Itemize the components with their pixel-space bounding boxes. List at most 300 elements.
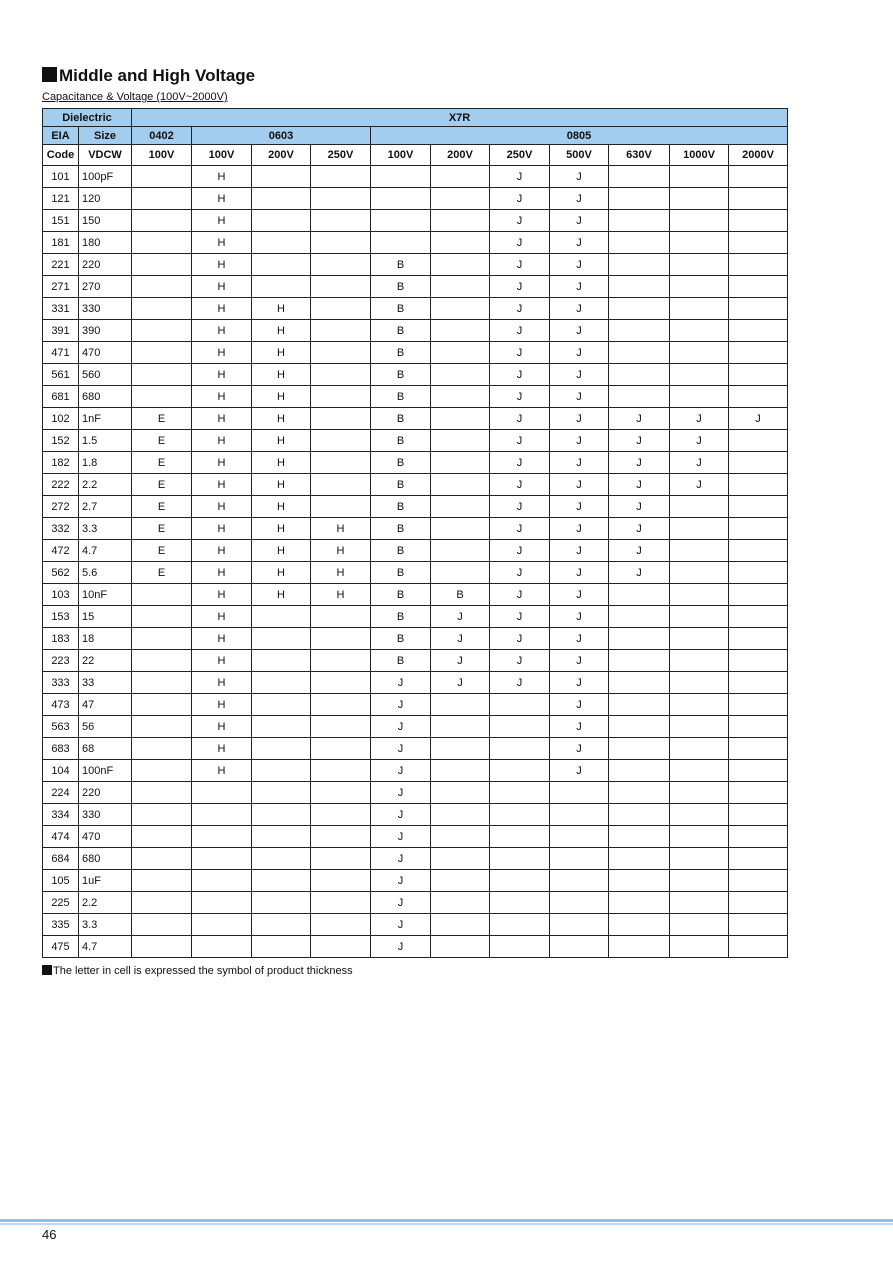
thickness-symbol-cell: J [371, 782, 431, 804]
thickness-symbol-cell: B [371, 584, 431, 606]
capacitance-value-cell: 680 [79, 386, 132, 408]
thickness-symbol-cell [609, 188, 670, 210]
table-row [43, 936, 788, 958]
thickness-symbol-cell [670, 826, 729, 848]
eia-code-cell: 105 [43, 870, 79, 892]
capacitance-value-cell: 10nF [79, 584, 132, 606]
thickness-symbol-cell [311, 914, 371, 936]
thickness-symbol-cell [252, 694, 311, 716]
thickness-symbol-cell: J [371, 870, 431, 892]
capacitance-value-cell: 470 [79, 342, 132, 364]
thickness-symbol-cell: H [192, 474, 252, 496]
thickness-symbol-cell: J [550, 188, 609, 210]
thickness-symbol-cell: J [490, 232, 550, 254]
thickness-symbol-cell [670, 166, 729, 188]
thickness-symbol-cell [431, 716, 490, 738]
thickness-symbol-cell: H [192, 254, 252, 276]
thickness-symbol-cell [670, 254, 729, 276]
thickness-symbol-cell [670, 342, 729, 364]
thickness-symbol-cell [252, 826, 311, 848]
thickness-symbol-cell [252, 738, 311, 760]
capacitance-value-cell: 220 [79, 254, 132, 276]
eia-code-cell: 221 [43, 254, 79, 276]
thickness-symbol-cell: J [371, 760, 431, 782]
voltage-row [43, 145, 788, 166]
voltage-header: 200V [431, 145, 490, 166]
thickness-symbol-cell [311, 210, 371, 232]
thickness-symbol-cell [311, 452, 371, 474]
thickness-symbol-cell: J [490, 496, 550, 518]
table-row [43, 716, 788, 738]
thickness-symbol-cell [431, 474, 490, 496]
eia-code-cell: 104 [43, 760, 79, 782]
table-row [43, 672, 788, 694]
capacitance-value-cell: 1.8 [79, 452, 132, 474]
thickness-symbol-cell: H [192, 342, 252, 364]
thickness-symbol-cell: J [490, 430, 550, 452]
thickness-symbol-cell [132, 650, 192, 672]
thickness-symbol-cell: J [670, 408, 729, 430]
size-row [43, 127, 788, 145]
thickness-symbol-cell [729, 518, 788, 540]
capacitance-value-cell: 56 [79, 716, 132, 738]
thickness-symbol-cell [371, 232, 431, 254]
footer-divider-light [0, 1223, 893, 1225]
thickness-symbol-cell: B [371, 276, 431, 298]
thickness-symbol-cell [490, 804, 550, 826]
table-row [43, 166, 788, 188]
thickness-symbol-cell [311, 650, 371, 672]
thickness-symbol-cell [670, 694, 729, 716]
thickness-symbol-cell: H [311, 562, 371, 584]
thickness-symbol-cell [311, 408, 371, 430]
thickness-symbol-cell [670, 496, 729, 518]
thickness-symbol-cell [311, 760, 371, 782]
thickness-symbol-cell: J [550, 430, 609, 452]
table-row [43, 584, 788, 606]
thickness-symbol-cell: J [490, 518, 550, 540]
thickness-symbol-cell [729, 386, 788, 408]
thickness-symbol-cell [729, 936, 788, 958]
thickness-symbol-cell [609, 166, 670, 188]
thickness-symbol-cell: E [132, 562, 192, 584]
thickness-symbol-cell: J [550, 408, 609, 430]
thickness-symbol-cell [132, 738, 192, 760]
thickness-symbol-cell: H [252, 496, 311, 518]
thickness-symbol-cell: J [371, 672, 431, 694]
thickness-symbol-cell: J [431, 628, 490, 650]
thickness-symbol-cell [311, 364, 371, 386]
thickness-symbol-cell: B [371, 320, 431, 342]
thickness-symbol-cell [729, 496, 788, 518]
table-row [43, 562, 788, 584]
thickness-symbol-cell [550, 870, 609, 892]
thickness-symbol-cell: J [371, 804, 431, 826]
eia-code-cell: 183 [43, 628, 79, 650]
thickness-symbol-cell [311, 166, 371, 188]
thickness-symbol-cell [311, 694, 371, 716]
thickness-symbol-cell [729, 782, 788, 804]
eia-code-cell: 391 [43, 320, 79, 342]
thickness-symbol-cell: B [371, 386, 431, 408]
thickness-symbol-cell [431, 914, 490, 936]
table-row [43, 210, 788, 232]
thickness-symbol-cell: E [132, 518, 192, 540]
thickness-symbol-cell: B [371, 452, 431, 474]
thickness-symbol-cell: H [192, 408, 252, 430]
thickness-symbol-cell [550, 936, 609, 958]
thickness-symbol-cell [490, 782, 550, 804]
thickness-symbol-cell: J [371, 694, 431, 716]
table-row [43, 694, 788, 716]
thickness-symbol-cell [132, 694, 192, 716]
thickness-symbol-cell: J [490, 188, 550, 210]
thickness-symbol-cell [490, 936, 550, 958]
capacitance-value-cell: 680 [79, 848, 132, 870]
size-0603: 0603 [192, 127, 371, 145]
thickness-symbol-cell [729, 826, 788, 848]
capacitance-value-cell: 270 [79, 276, 132, 298]
eia-code-cell: 335 [43, 914, 79, 936]
thickness-symbol-cell [132, 606, 192, 628]
thickness-symbol-cell: J [550, 562, 609, 584]
thickness-symbol-cell [609, 760, 670, 782]
thickness-symbol-cell [132, 320, 192, 342]
thickness-symbol-cell [132, 188, 192, 210]
thickness-symbol-cell: E [132, 408, 192, 430]
thickness-symbol-cell: J [550, 166, 609, 188]
page-title [42, 66, 255, 86]
thickness-symbol-cell: H [192, 606, 252, 628]
thickness-symbol-cell [431, 782, 490, 804]
thickness-symbol-cell [670, 364, 729, 386]
thickness-symbol-cell [431, 540, 490, 562]
thickness-symbol-cell: H [192, 672, 252, 694]
thickness-symbol-cell: H [252, 298, 311, 320]
thickness-symbol-cell [252, 782, 311, 804]
thickness-symbol-cell [670, 628, 729, 650]
thickness-symbol-cell [670, 672, 729, 694]
thickness-symbol-cell: J [550, 540, 609, 562]
thickness-symbol-cell: B [371, 518, 431, 540]
thickness-symbol-cell [729, 584, 788, 606]
thickness-symbol-cell [609, 628, 670, 650]
thickness-symbol-cell: H [192, 716, 252, 738]
footer-divider [0, 1219, 893, 1222]
thickness-symbol-cell [729, 210, 788, 232]
thickness-symbol-cell [192, 892, 252, 914]
thickness-symbol-cell [729, 892, 788, 914]
thickness-symbol-cell [132, 628, 192, 650]
thickness-symbol-cell [192, 914, 252, 936]
table-body [43, 166, 788, 958]
thickness-symbol-cell: H [311, 540, 371, 562]
thickness-symbol-cell: E [132, 474, 192, 496]
thickness-symbol-cell [670, 606, 729, 628]
thickness-symbol-cell [252, 276, 311, 298]
eia-code-cell: 473 [43, 694, 79, 716]
thickness-symbol-cell [490, 870, 550, 892]
thickness-symbol-cell [490, 892, 550, 914]
thickness-symbol-cell [490, 760, 550, 782]
thickness-symbol-cell: J [490, 584, 550, 606]
thickness-symbol-cell [192, 782, 252, 804]
table-row [43, 452, 788, 474]
thickness-symbol-cell [132, 716, 192, 738]
thickness-symbol-cell [252, 716, 311, 738]
thickness-symbol-cell [132, 584, 192, 606]
thickness-symbol-cell [729, 606, 788, 628]
capacitance-value-cell: 100pF [79, 166, 132, 188]
thickness-symbol-cell [670, 188, 729, 210]
thickness-symbol-cell [609, 716, 670, 738]
thickness-symbol-cell [609, 694, 670, 716]
thickness-symbol-cell [550, 848, 609, 870]
table-row [43, 760, 788, 782]
thickness-symbol-cell [132, 210, 192, 232]
thickness-symbol-cell [311, 386, 371, 408]
thickness-symbol-cell: J [490, 342, 550, 364]
thickness-symbol-cell [670, 782, 729, 804]
thickness-symbol-cell: J [371, 914, 431, 936]
thickness-symbol-cell [609, 298, 670, 320]
thickness-symbol-cell [311, 320, 371, 342]
thickness-symbol-cell: H [192, 188, 252, 210]
thickness-symbol-cell: J [550, 760, 609, 782]
table-row [43, 430, 788, 452]
thickness-symbol-cell [371, 210, 431, 232]
thickness-symbol-cell [550, 782, 609, 804]
thickness-symbol-cell [252, 628, 311, 650]
thickness-symbol-cell: J [490, 452, 550, 474]
thickness-symbol-cell [431, 804, 490, 826]
thickness-symbol-cell [729, 804, 788, 826]
thickness-symbol-cell [311, 672, 371, 694]
thickness-symbol-cell [252, 760, 311, 782]
thickness-symbol-cell: J [550, 584, 609, 606]
thickness-symbol-cell [431, 166, 490, 188]
capacitance-value-cell: 4.7 [79, 540, 132, 562]
thickness-symbol-cell [431, 518, 490, 540]
capacitance-value-cell: 470 [79, 826, 132, 848]
thickness-symbol-cell [729, 320, 788, 342]
thickness-symbol-cell [609, 364, 670, 386]
table-row [43, 342, 788, 364]
thickness-symbol-cell: J [609, 562, 670, 584]
thickness-symbol-cell [609, 870, 670, 892]
thickness-symbol-cell [311, 716, 371, 738]
thickness-symbol-cell [311, 474, 371, 496]
eia-label: EIA [43, 127, 79, 145]
thickness-symbol-cell [550, 914, 609, 936]
thickness-symbol-cell [252, 210, 311, 232]
thickness-symbol-cell [609, 650, 670, 672]
eia-code-cell: 224 [43, 782, 79, 804]
thickness-symbol-cell [609, 232, 670, 254]
capacitance-value-cell: 330 [79, 298, 132, 320]
thickness-symbol-cell [670, 320, 729, 342]
thickness-symbol-cell: J [550, 628, 609, 650]
size-0402: 0402 [132, 127, 192, 145]
thickness-symbol-cell: J [550, 232, 609, 254]
thickness-symbol-cell [431, 298, 490, 320]
page-title-text: Middle and High Voltage [59, 66, 256, 85]
thickness-symbol-cell [311, 430, 371, 452]
voltage-header: 1000V [670, 145, 729, 166]
thickness-symbol-cell: J [490, 364, 550, 386]
thickness-symbol-cell [252, 254, 311, 276]
thickness-symbol-cell: H [192, 760, 252, 782]
thickness-symbol-cell: J [490, 650, 550, 672]
thickness-symbol-cell [550, 804, 609, 826]
thickness-symbol-cell [729, 848, 788, 870]
thickness-symbol-cell [729, 298, 788, 320]
thickness-symbol-cell [371, 188, 431, 210]
eia-code-cell: 561 [43, 364, 79, 386]
eia-code-cell: 181 [43, 232, 79, 254]
thickness-symbol-cell: J [490, 298, 550, 320]
thickness-symbol-cell [431, 760, 490, 782]
thickness-symbol-cell [132, 364, 192, 386]
thickness-symbol-cell [252, 848, 311, 870]
thickness-symbol-cell: H [252, 452, 311, 474]
thickness-symbol-cell: H [192, 276, 252, 298]
thickness-symbol-cell [431, 188, 490, 210]
thickness-symbol-cell [311, 936, 371, 958]
thickness-symbol-cell [729, 166, 788, 188]
thickness-symbol-cell: J [490, 474, 550, 496]
thickness-symbol-cell [609, 672, 670, 694]
thickness-symbol-cell: J [371, 936, 431, 958]
thickness-symbol-cell: J [670, 474, 729, 496]
thickness-symbol-cell [670, 386, 729, 408]
thickness-symbol-cell [670, 650, 729, 672]
thickness-symbol-cell [431, 408, 490, 430]
thickness-symbol-cell: J [490, 606, 550, 628]
thickness-symbol-cell: H [252, 562, 311, 584]
capacitance-value-cell: 5.6 [79, 562, 132, 584]
eia-code-cell: 333 [43, 672, 79, 694]
thickness-symbol-cell [311, 804, 371, 826]
thickness-symbol-cell: B [371, 540, 431, 562]
thickness-symbol-cell [132, 276, 192, 298]
thickness-symbol-cell [431, 364, 490, 386]
thickness-symbol-cell: H [192, 298, 252, 320]
thickness-symbol-cell [132, 848, 192, 870]
eia-code-cell: 472 [43, 540, 79, 562]
thickness-symbol-cell [670, 914, 729, 936]
thickness-symbol-cell [670, 210, 729, 232]
capacitance-value-cell: 2.7 [79, 496, 132, 518]
table-row [43, 826, 788, 848]
capacitance-value-cell: 150 [79, 210, 132, 232]
eia-code-cell: 152 [43, 430, 79, 452]
thickness-symbol-cell [311, 738, 371, 760]
eia-code-cell: 683 [43, 738, 79, 760]
capacitance-value-cell: 1nF [79, 408, 132, 430]
thickness-symbol-cell: J [490, 540, 550, 562]
table-row [43, 364, 788, 386]
thickness-symbol-cell [609, 782, 670, 804]
thickness-symbol-cell [431, 210, 490, 232]
thickness-symbol-cell [670, 232, 729, 254]
eia-code-cell: 681 [43, 386, 79, 408]
thickness-symbol-cell [252, 232, 311, 254]
thickness-symbol-cell: H [252, 518, 311, 540]
thickness-symbol-cell [431, 892, 490, 914]
thickness-symbol-cell [431, 826, 490, 848]
thickness-symbol-cell [729, 540, 788, 562]
thickness-symbol-cell [729, 672, 788, 694]
thickness-symbol-cell [311, 276, 371, 298]
eia-code-cell: 223 [43, 650, 79, 672]
thickness-symbol-cell: E [132, 540, 192, 562]
thickness-symbol-cell [609, 892, 670, 914]
thickness-symbol-cell: J [431, 672, 490, 694]
thickness-symbol-cell [729, 254, 788, 276]
thickness-symbol-cell [729, 562, 788, 584]
thickness-symbol-cell [431, 738, 490, 760]
thickness-symbol-cell: B [371, 408, 431, 430]
thickness-symbol-cell [252, 870, 311, 892]
thickness-symbol-cell [252, 672, 311, 694]
thickness-symbol-cell: J [609, 496, 670, 518]
eia-code-cell: 121 [43, 188, 79, 210]
thickness-symbol-cell: H [252, 430, 311, 452]
capacitance-value-cell: 100nF [79, 760, 132, 782]
thickness-symbol-cell [670, 518, 729, 540]
thickness-symbol-cell: J [490, 166, 550, 188]
thickness-symbol-cell [490, 738, 550, 760]
eia-code-cell: 475 [43, 936, 79, 958]
thickness-symbol-cell: H [192, 562, 252, 584]
thickness-symbol-cell [729, 760, 788, 782]
footnote-text: The letter in cell is expressed the symbol of product thickness [53, 965, 353, 977]
eia-code-cell: 222 [43, 474, 79, 496]
thickness-symbol-cell: H [192, 628, 252, 650]
eia-code-cell: 225 [43, 892, 79, 914]
thickness-symbol-cell: B [371, 364, 431, 386]
thickness-symbol-cell [670, 540, 729, 562]
capacitance-value-cell: 68 [79, 738, 132, 760]
thickness-symbol-cell [192, 870, 252, 892]
thickness-symbol-cell: J [609, 540, 670, 562]
thickness-symbol-cell [252, 166, 311, 188]
thickness-symbol-cell [252, 188, 311, 210]
table-row [43, 254, 788, 276]
thickness-symbol-cell: J [550, 650, 609, 672]
thickness-symbol-cell [431, 496, 490, 518]
capacitance-value-cell: 3.3 [79, 518, 132, 540]
thickness-symbol-cell [729, 342, 788, 364]
thickness-symbol-cell [311, 848, 371, 870]
thickness-symbol-cell: B [371, 298, 431, 320]
table-row [43, 870, 788, 892]
thickness-symbol-cell: B [371, 650, 431, 672]
table-row [43, 650, 788, 672]
thickness-symbol-cell: H [192, 584, 252, 606]
eia-code-cell: 331 [43, 298, 79, 320]
thickness-symbol-cell [729, 232, 788, 254]
voltage-header: 2000V [729, 145, 788, 166]
thickness-symbol-cell [132, 892, 192, 914]
thickness-symbol-cell: J [729, 408, 788, 430]
table-row [43, 738, 788, 760]
thickness-symbol-cell: H [192, 364, 252, 386]
thickness-symbol-cell [431, 848, 490, 870]
thickness-symbol-cell: H [192, 650, 252, 672]
thickness-symbol-cell [431, 276, 490, 298]
